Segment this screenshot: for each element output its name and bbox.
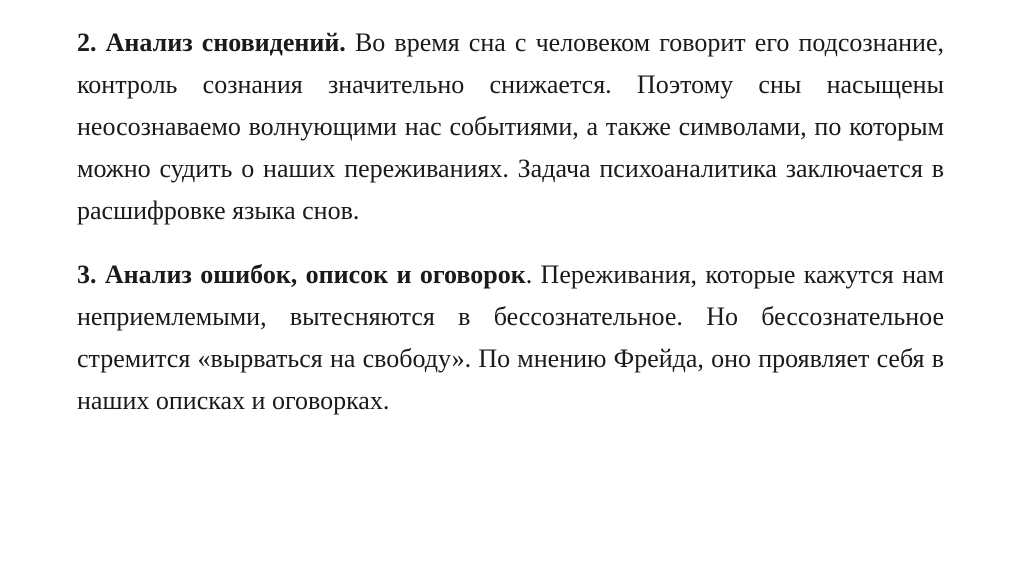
paragraph-body: Переживания, которые кажутся нам неприемлемыми, вытесняются в бессознательное. Но бессознательное стремится «вырваться на свободу». По мнению Фрейда, оно проявляет себя в наших описках и оговорках. [77,260,944,415]
paragraph-body: Во время сна с человеком говорит его подсознание, контроль сознания значительно снижается. Поэтому сны насыщены неосознаваемо волнующими нас событиями, а также символами, по которым можно судить о наших переживаниях. Задача психоаналитика заключается в расшифровке языка снов. [77,28,945,225]
paragraph-slip-analysis [77,254,944,422]
paragraph-dream-analysis [77,22,944,232]
paragraph-heading: 2. Анализ сновидений. [77,28,346,57]
paragraph-heading: 3. Анализ ошибок, описок и оговорок [77,260,526,289]
paragraph-heading-suffix: . [525,260,533,289]
